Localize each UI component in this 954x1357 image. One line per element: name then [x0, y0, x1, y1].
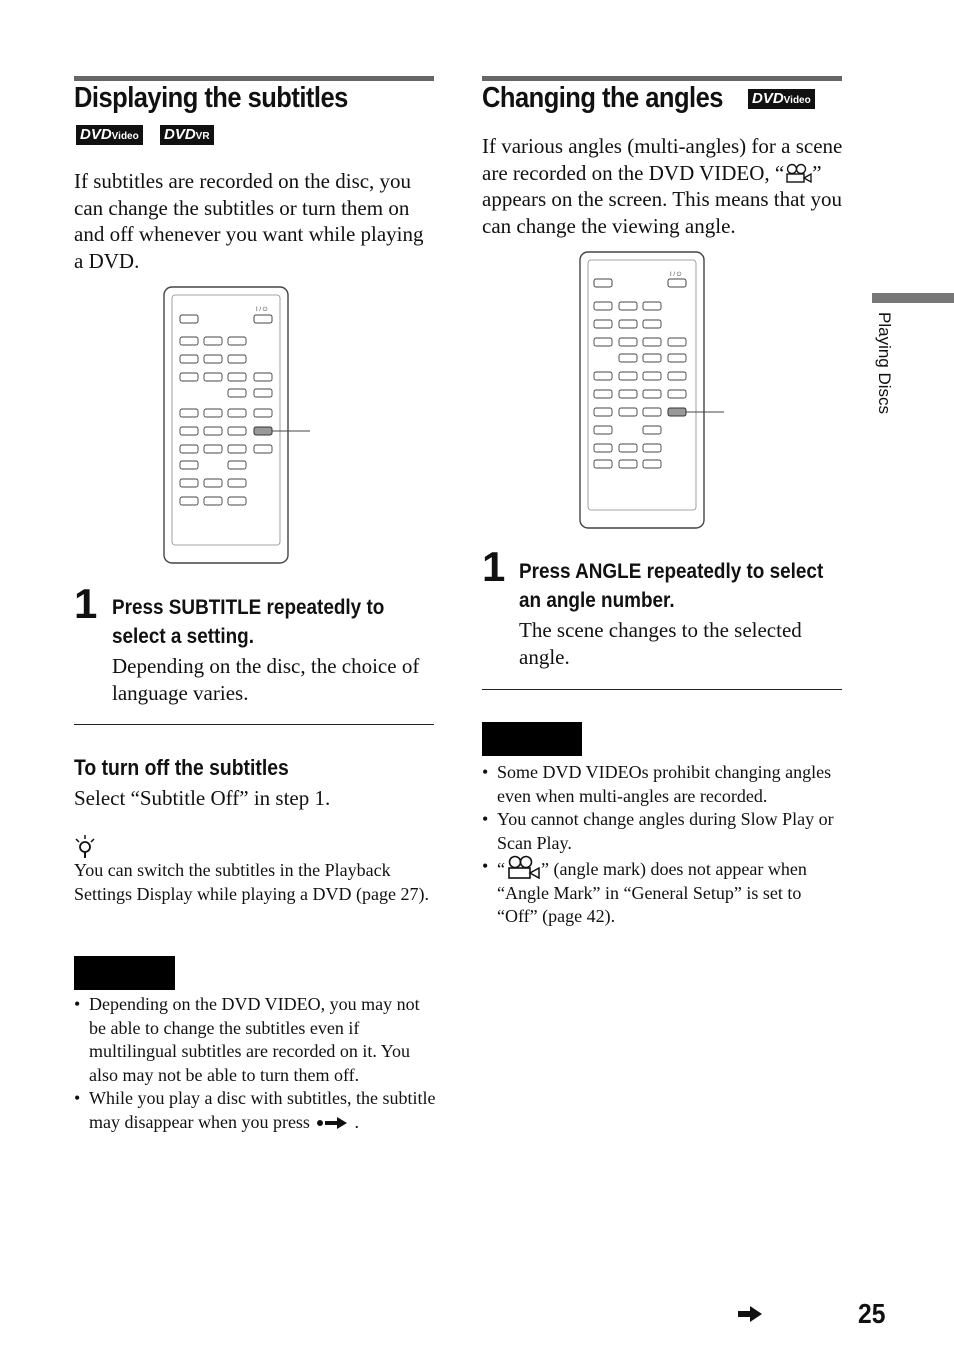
svg-text:I / ⏻: I / ⏻	[256, 307, 268, 313]
list-item: • You cannot change angles during Slow Play or Scan Play.	[482, 808, 844, 855]
section-rule	[482, 76, 842, 81]
section-label: Playing Discs	[875, 312, 894, 415]
list-item: • While you play a disc with subtitles, the subtitle may disappear when you press .	[74, 1087, 436, 1134]
dvd-video-badge: DVDVideo	[748, 89, 815, 109]
remote-control-illustration	[576, 250, 736, 532]
divider	[482, 689, 842, 690]
step-text: Depending on the disc, the choice of language varies.	[112, 654, 420, 705]
section-tab-marker	[872, 293, 954, 303]
dvd-vr-badge: DVDVR	[160, 125, 214, 145]
lightbulb-icon	[74, 833, 98, 861]
intro-text: If various angles (multi-angles) for a scene are recorded on the DVD VIDEO, “ ” appears on the screen. This means that you can change the viewing angle.	[482, 134, 843, 238]
list-item: • “ ” (angle mark) does not appear when “Angle Mark” in “General Setup” is set to “Off” (page 42).	[482, 855, 844, 929]
advance-button-icon	[316, 1116, 354, 1130]
list-item: • Depending on the DVD VIDEO, you may not be able to change the subtitles even if multilingual subtitles are recorded on it. You also may not be able to turn them off.	[74, 993, 436, 1087]
page-number: 25	[858, 1298, 886, 1329]
dvd-video-badge: DVDVideo	[76, 125, 143, 145]
step-number: 1	[482, 543, 506, 590]
arrow-right-icon	[738, 1305, 764, 1323]
page-title: Displaying the subtitles	[74, 82, 348, 114]
tip-text: You can switch the subtitles in the Playback Settings Display while playing a DVD (page 27).	[74, 860, 429, 904]
section-rule	[74, 76, 434, 81]
note-header-box	[74, 956, 175, 990]
intro-text: If subtitles are recorded on the disc, you can change the subtitles or turn them on and off whenever you want while playing a DVD.	[74, 169, 424, 273]
list-item: • Some DVD VIDEOs prohibit changing angles even when multi-angles are recorded.	[482, 761, 844, 808]
remote-control-illustration	[160, 285, 320, 567]
notes-list-right	[482, 761, 844, 929]
angle-mark-icon	[505, 855, 541, 879]
subheading: To turn off the subtitles	[74, 755, 289, 780]
step-text: The scene changes to the selected angle.	[519, 618, 802, 669]
step-number: 1	[74, 580, 98, 627]
note-header-box	[482, 722, 582, 756]
divider	[74, 724, 434, 725]
angle-mark-icon	[784, 163, 812, 183]
step-title: Press ANGLE repeatedly to select an angle number.	[519, 559, 824, 612]
step-title: Press SUBTITLE repeatedly to select a setting.	[112, 595, 385, 648]
section-title: Changing the angles	[482, 82, 723, 114]
notes-list-left	[74, 993, 436, 1134]
subheading-text: Select “Subtitle Off” in step 1.	[74, 786, 331, 810]
svg-text:I / ⏻: I / ⏻	[670, 272, 682, 278]
